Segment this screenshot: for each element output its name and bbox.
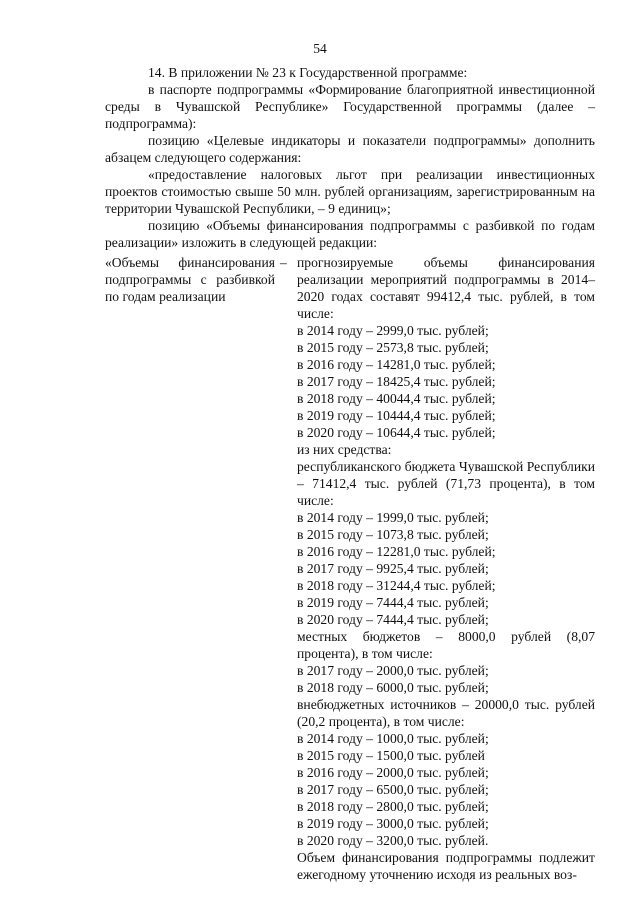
financing-paragraph: Объем финансирования подпрограммы подлежит ежегодному уточнению исходя из реальных воз-: [297, 850, 595, 882]
financing-year-line: в 2017 году – 18425,4 тыс. рублей;: [297, 374, 496, 389]
financing-year-line: из них средства:: [297, 442, 392, 457]
financing-year-line: в 2014 году – 2999,0 тыс. рублей;: [297, 323, 489, 338]
financing-year-line: в 2019 году – 3000,0 тыс. рублей;: [297, 816, 489, 831]
intro-paragraph: в паспорте подпрограммы «Формирование благоприятной инвестиционной среды в Чувашской Республике» Государственной программы (далее – подпрограмма):: [105, 82, 595, 131]
financing-year-line: в 2017 году – 6500,0 тыс. рублей;: [297, 782, 489, 797]
financing-year-line: в 2020 году – 3200,0 тыс. рублей.: [297, 833, 489, 848]
financing-year-line: в 2018 году – 6000,0 тыс. рублей;: [297, 680, 489, 695]
financing-year-line: в 2020 году – 7444,4 тыс. рублей;: [297, 612, 489, 627]
intro-text: [105, 64, 595, 251]
financing-year-line: в 2019 году – 7444,4 тыс. рублей;: [297, 595, 489, 610]
financing-year-line: в 2017 году – 9925,4 тыс. рублей;: [297, 561, 489, 576]
financing-year-line: в 2015 году – 1073,8 тыс. рублей;: [297, 527, 489, 542]
financing-year-line: в 2019 году – 10444,4 тыс. рублей;: [297, 408, 496, 423]
intro-paragraph: позицию «Объемы финансирования подпрограммы с разбивкой по годам реализации» изложить в следующей редакции:: [105, 218, 595, 250]
intro-paragraph: позицию «Целевые индикаторы и показатели подпрограммы» дополнить абзацем следующего содержания:: [105, 133, 595, 165]
page-number: 54: [313, 41, 327, 56]
financing-paragraph: местных бюджетов – 8000,0 рублей (8,07 процента), в том числе:: [297, 629, 595, 661]
financing-year-line: в 2018 году – 31244,4 тыс. рублей;: [297, 578, 496, 593]
intro-paragraph: «предоставление налоговых льгот при реализации инвестиционных проектов стоимостью свыше 50 млн. рублей организациям, зарегистрированным на территории Чувашской Республики, – 9 единиц»;: [105, 167, 595, 216]
financing-year-line: в 2018 году – 2800,0 тыс. рублей;: [297, 799, 489, 814]
financing-year-line: в 2015 году – 2573,8 тыс. рублей;: [297, 340, 489, 355]
financing-year-line: в 2016 году – 14281,0 тыс. рублей;: [297, 357, 496, 372]
passport-label: «Объемы финансирования подпрограммы с разбивкой по годам реализации: [105, 255, 275, 304]
financing-year-line: в 2014 году – 1000,0 тыс. рублей;: [297, 731, 489, 746]
financing-year-line: в 2018 году – 40044,4 тыс. рублей;: [297, 391, 496, 406]
financing-year-line: в 2016 году – 2000,0 тыс. рублей;: [297, 765, 489, 780]
financing-year-line: в 2020 году – 10644,4 тыс. рублей;: [297, 425, 496, 440]
financing-year-line: в 2017 году – 2000,0 тыс. рублей;: [297, 663, 489, 678]
passport-dash: –: [280, 255, 287, 270]
financing-year-line: в 2016 году – 12281,0 тыс. рублей;: [297, 544, 496, 559]
financing-paragraph: внебюджетных источников – 20000,0 тыс. рублей (20,2 процента), в том числе:: [297, 697, 595, 729]
passport-value: [297, 254, 595, 883]
financing-paragraph: республиканского бюджета Чувашской Республики – 71412,4 тыс. рублей (71,73 процента), в том числе:: [297, 459, 595, 508]
financing-year-line: в 2014 году – 1999,0 тыс. рублей;: [297, 510, 489, 525]
financing-year-line: в 2015 году – 1500,0 тыс. рублей: [297, 748, 485, 763]
intro-paragraph: 14. В приложении № 23 к Государственной программе:: [148, 65, 468, 80]
financing-paragraph: прогнозируемые объемы финансирования реализации мероприятий подпрограммы в 2014–2020 годах составят 99412,4 тыс. рублей, в том числе:: [297, 255, 595, 321]
